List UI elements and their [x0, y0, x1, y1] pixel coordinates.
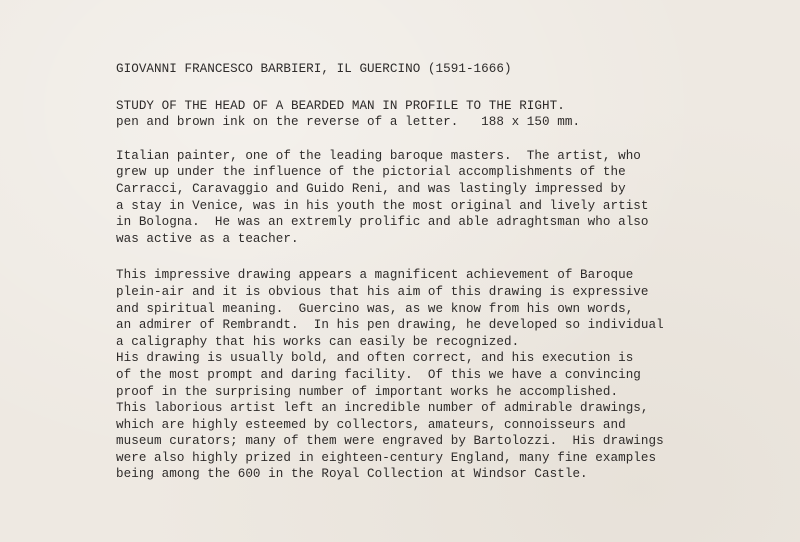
text-line: museum curators; many of them were engraved by Bartolozzi. His drawings	[116, 434, 664, 449]
text-line: in Bologna. He was an extremly prolific and able adraghtsman who also	[116, 215, 649, 230]
text-line: grew up under the influence of the pictorial accomplishments of the	[116, 165, 626, 180]
text-line: proof in the surprising number of important works he accomplished.	[116, 384, 619, 399]
text-line: His drawing is usually bold, and often correct, and his execution is	[116, 351, 634, 366]
description-paragraph	[116, 267, 786, 483]
artwork-medium-dimensions: pen and brown ink on the reverse of a letter. 188 x 150 mm.	[116, 115, 581, 130]
text-line: were also highly prized in eighteen-century England, many fine examples	[116, 450, 657, 465]
biography-paragraph	[116, 148, 786, 248]
text-line: This laborious artist left an incredible number of admirable drawings,	[116, 401, 649, 416]
text-line: which are highly esteemed by collectors, amateurs, connoisseurs and	[116, 417, 626, 432]
artwork-title: STUDY OF THE HEAD OF A BEARDED MAN IN PROFILE TO THE RIGHT.	[116, 98, 565, 113]
artwork-info	[116, 98, 786, 131]
text-line: This impressive drawing appears a magnificent achievement of Baroque	[116, 268, 634, 283]
text-line: Carracci, Caravaggio and Guido Reni, and was lastingly impressed by	[116, 181, 626, 196]
artist-heading: GIOVANNI FRANCESCO BARBIERI, IL GUERCINO (1591-1666)	[116, 62, 512, 76]
text-line: of the most prompt and daring facility. Of this we have a convincing	[116, 367, 641, 382]
text-line: being among the 600 in the Royal Collection at Windsor Castle.	[116, 467, 588, 482]
text-line: and spiritual meaning. Guercino was, as we know from his own words,	[116, 301, 634, 316]
text-line: a stay in Venice, was in his youth the most original and lively artist	[116, 198, 649, 213]
text-line: a caligraphy that his works can easily be recognized.	[116, 334, 520, 349]
text-line: plein-air and it is obvious that his aim of this drawing is expressive	[116, 284, 649, 299]
text-line: was active as a teacher.	[116, 231, 299, 246]
text-line: an admirer of Rembrandt. In his pen drawing, he developed so individual	[116, 318, 664, 333]
text-line: Italian painter, one of the leading baroque masters. The artist, who	[116, 148, 641, 163]
typed-text-sheet	[116, 61, 786, 483]
